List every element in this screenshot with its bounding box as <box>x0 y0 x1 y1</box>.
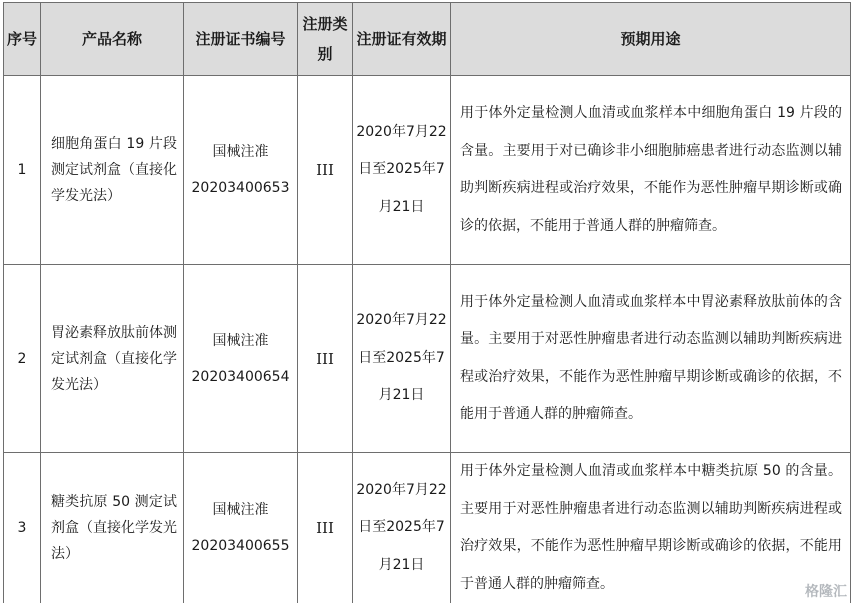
header-no: 序号 <box>4 3 41 76</box>
reg-code: 20203400653 <box>191 180 290 196</box>
table-row <box>4 265 851 453</box>
validity-period: 2020年7月22日至2025年7月21日 <box>353 265 451 453</box>
product-name: 糖类抗原 50 测定试剂盒（直接化学发光法） <box>41 453 184 603</box>
reg-code: 20203400655 <box>191 538 290 554</box>
product-registration-table <box>3 2 851 603</box>
reg-prefix: 国械注准 <box>212 502 269 518</box>
table-header-row <box>4 3 851 76</box>
row-no: 3 <box>4 453 41 603</box>
table-row <box>4 76 851 265</box>
row-no: 1 <box>4 76 41 265</box>
product-name: 胃泌素释放肽前体测定试剂盒（直接化学发光法） <box>41 265 184 453</box>
reg-prefix: 国械注准 <box>212 332 269 349</box>
reg-category: III <box>298 453 353 603</box>
reg-number <box>184 453 298 603</box>
validity-period: 2020年7月22日至2025年7月21日 <box>353 453 451 603</box>
intended-use: 用于体外定量检测人血清或血浆样本中糖类抗原 50 的含量。主要用于对恶性肿瘤患者进行动态监测以辅助判断疾病进程或治疗效果，不能作为恶性肿瘤早期诊断或确诊的依据，不能用于普通人群的肿瘤筛查。 <box>451 453 851 603</box>
reg-prefix: 国械注准 <box>212 144 269 160</box>
header-category: 注册类别 <box>298 3 353 76</box>
product-name: 细胞角蛋白 19 片段测定试剂盒（直接化学发光法） <box>41 76 184 265</box>
intended-use: 用于体外定量检测人血清或血浆样本中胃泌素释放肽前体的含量。主要用于对恶性肿瘤患者进行动态监测以辅助判断疾病进程或治疗效果，不能作为恶性肿瘤早期诊断或确诊的依据，不能用于普通人群的肿瘤筛查。 <box>451 265 851 453</box>
reg-category: III <box>298 76 353 265</box>
reg-code: 20203400654 <box>191 368 290 385</box>
row-no: 2 <box>4 265 41 453</box>
reg-number <box>184 265 298 453</box>
intended-use: 用于体外定量检测人血清或血浆样本中细胞角蛋白 19 片段的含量。主要用于对已确诊非小细胞肺癌患者进行动态监测以辅助判断疾病进程或治疗效果，不能作为恶性肿瘤早期诊断或确诊的依据，不能用于普通人群的肿瘤筛查。 <box>451 76 851 265</box>
reg-number <box>184 76 298 265</box>
watermark-logo: 格隆汇 <box>805 584 847 600</box>
validity-period: 2020年7月22日至2025年7月21日 <box>353 76 451 265</box>
header-intended-use: 预期用途 <box>451 3 851 76</box>
table-row <box>4 453 851 603</box>
reg-category: III <box>298 265 353 453</box>
header-reg-no: 注册证书编号 <box>184 3 298 76</box>
header-validity: 注册证有效期 <box>353 3 451 76</box>
header-product-name: 产品名称 <box>41 3 184 76</box>
